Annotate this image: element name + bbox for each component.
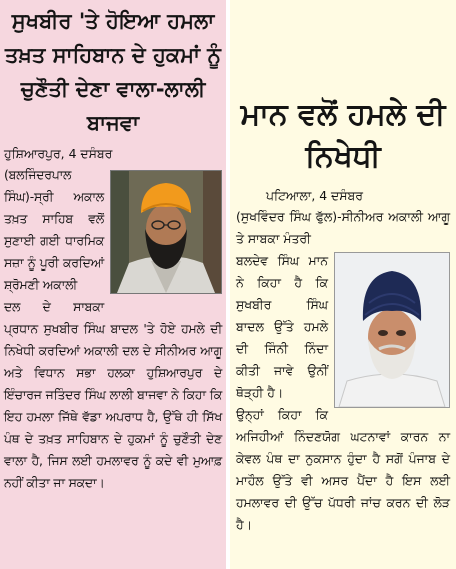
right-intro: ਬਲਦੇਵ ਸਿੰਘ ਮਾਨ ਨੇ ਕਿਹਾ ਹੈ ਕਿ ਸੁਖਬੀਰ ਸਿੰਘ ਬਾਦਲ ਉੱਤੇ ਹਮਲੇ ਦੀ ਜਿੰਨੀ ਨਿੰਦਾ ਕੀਤੀ ਜਾਵੇ ਉਨੀਂ ਥੋੜ੍ਹੀ ਹੈ। [236,253,328,400]
left-dateline [4,144,222,164]
right-article-body: ਉਨ੍ਹਾਂ ਕਿਹਾ ਕਿ ਅਜਿਹੀਆਂ ਨਿੰਦਣਯੋਗ ਘਟਨਾਵਾਂ ਕਾਰਨ ਨਾ ਕੇਵਲ ਪੰਥ ਦਾ ਨੁਕਸਾਨ ਹੁੰਦਾ ਹੈ ਸਗੋਂ ਪੰਜਾਬ ਦੇ ਮਾਹੌਲ ਉੱਤੇ ਵੀ ਅਸਰ ਪੈਂਦਾ ਹੈ ਇਸ ਲਈ ਹਮਲਾਵਰ ਦੀ ਉੱਚ ਪੱਧਰੀ ਜਾਂਚ ਕਰਨ ਦੀ ਲੋੜ ਹੈ। [236,407,450,532]
left-dateline-text: ਹੁਸ਼ਿਆਰਪੁਰ, 4 ਦਸੰਬਰ [4,146,113,161]
left-article [0,0,226,569]
man-orange-turban-image [111,171,221,293]
right-byline-body: (ਸੁਖਵਿੰਦਰ ਸਿੰਘ ਫੁੱਲ)-ਸੀਨੀਅਰ ਅਕਾਲੀ ਆਗੂ ਤੇ ਸਾਬਕਾ ਮੰਤਰੀ [236,209,450,246]
right-dateline-text: ਪਟਿਆਲਾ, 4 ਦਸੰਬਰ [266,188,363,203]
left-headline: ਸੁਖਬੀਰ 'ਤੇ ਹੋਇਆ ਹਮਲਾ ਤਖ਼ਤ ਸਾਹਿਬਾਨ ਦੇ ਹੁਕਮਾਂ ਨੂੰ ਚੁਣੌਤੀ ਦੇਣਾ ਵਾਲਾ-ਲਾਲੀ ਬਾਜਵਾ [5,9,221,135]
right-dateline [236,186,450,206]
man-navy-turban-image [335,253,449,407]
left-article-photo [110,170,222,294]
right-article-photo [334,252,450,408]
left-byline-body: (ਬਲਜਿੰਦਰਪਾਲ ਸਿੰਘ)-ਸ੍ਰੀ ਅਕਾਲ ਤਖ਼ਤ ਸਾਹਿਬ ਵਲੋਂ ਸੁਣਾਈ ਗਈ ਧਾਰਮਿਕ ਸਜ਼ਾ ਨੂੰ ਪੂਰੀ ਕਰਦਿਆਂ ਸ਼੍ਰੋਮਣੀ ਅਕਾਲੀ [4,167,104,292]
right-article [230,0,456,569]
left-article-body: ਦਲ ਦੇ ਸਾਬਕਾ ਪ੍ਰਧਾਨ ਸੁਖਬੀਰ ਸਿੰਘ ਬਾਦਲ 'ਤੇ ਹੋਏ ਹਮਲੇ ਦੀ ਨਿਖੇਧੀ ਕਰਦਿਆਂ ਅਕਾਲੀ ਦਲ ਦੇ ਸੀਨੀਅਰ ਆਗੂ ਅਤੇ ਵਿਧਾਨ ਸਭਾ ਹਲਕਾ ਹੁਸ਼ਿਆਰਪੁਰ ਦੇ ਇੰਚਾਰਜ ਜਤਿੰਦਰ ਸਿੰਘ ਲਾਲੀ ਬਾਜਵਾ ਨੇ ਕਿਹਾ ਕਿ ਇਹ ਹਮਲਾ ਜਿੱਥੇ ਵੱਡਾ ਅਪਰਾਧ ਹੈ, ਉੱਥੇ ਹੀ ਸਿੱਖ ਪੰਥ ਦੇ ਤਖ਼ਤ ਸਾਹਿਬਾਨ ਦੇ ਹੁਕਮਾਂ ਨੂੰ ਚੁਣੌਤੀ ਦੇਣ ਵਾਲਾ ਹੈ, ਜਿਸ ਲਈ ਹਮਲਾਵਰ ਨੂੰ ਕਦੇ ਵੀ ਮੁਆਫ਼ ਨਹੀਂ ਕੀਤਾ ਜਾ ਸਕਦਾ। [4,299,222,490]
right-headline: ਮਾਨ ਵਲੋਂ ਹਮਲੇ ਦੀ ਨਿਖੇਧੀ [240,97,446,174]
